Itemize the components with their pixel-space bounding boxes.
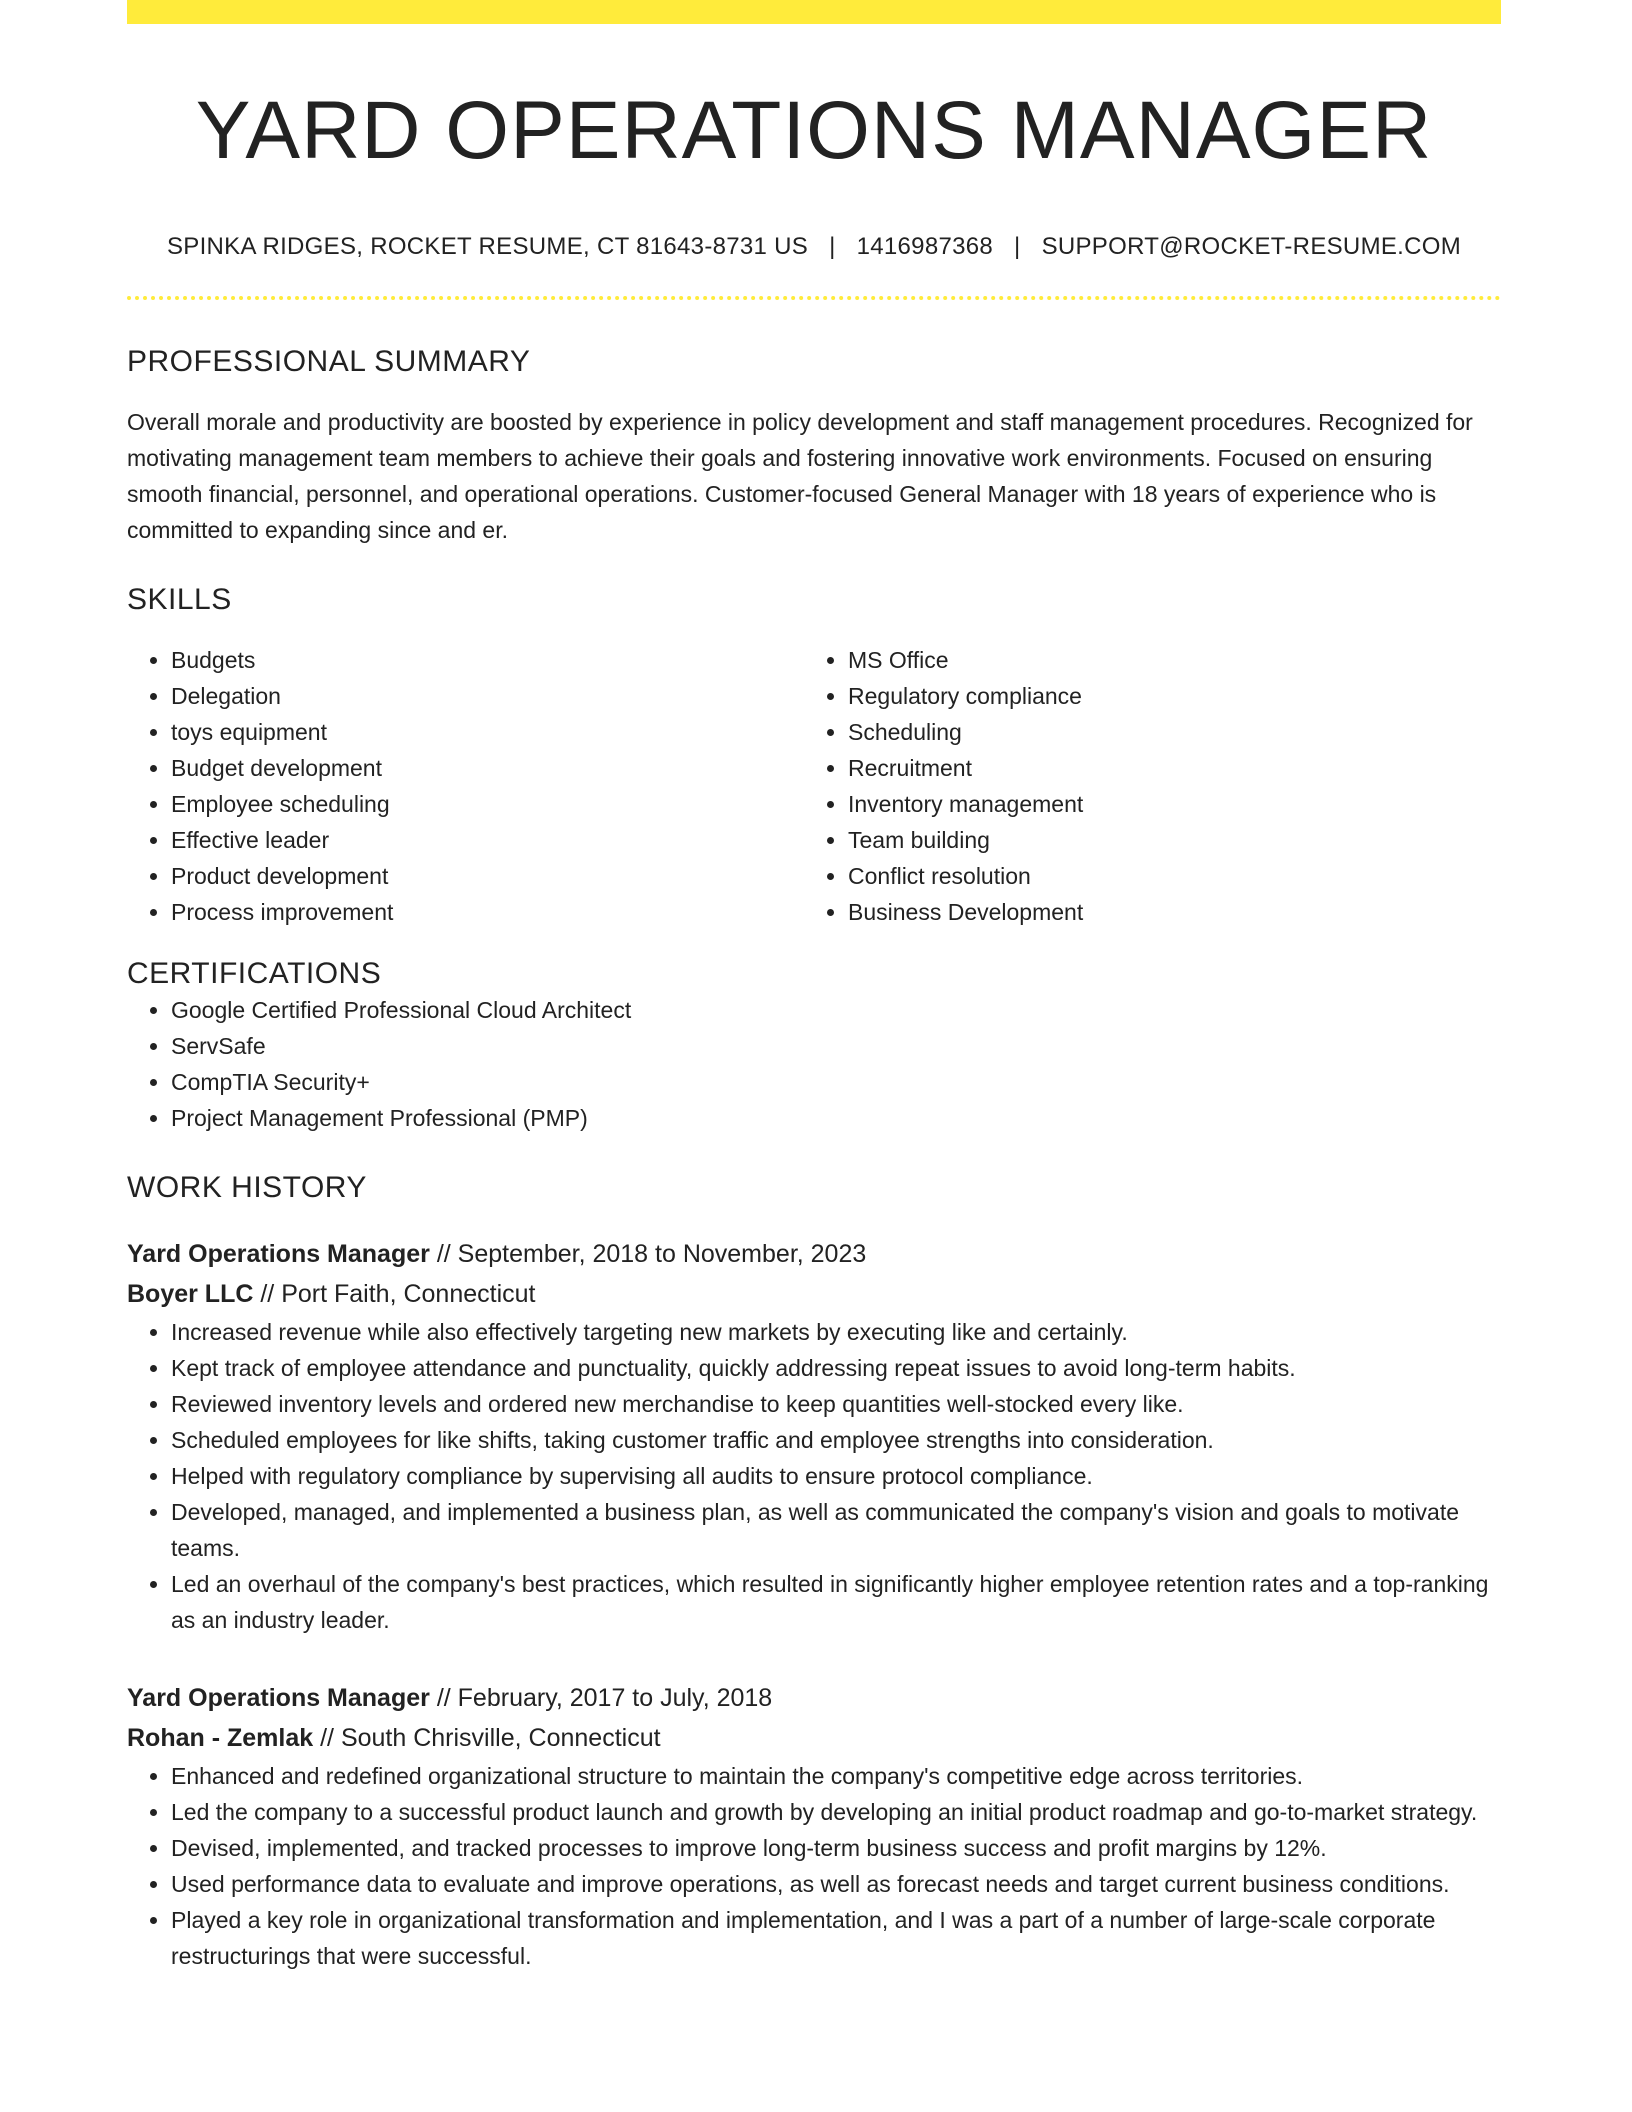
job-location: // South Chrisville, Connecticut [320, 1724, 661, 1752]
job-bullet: • Led the company to a successful product launch and growth by developing an initial product roadmap and go-to-market strategy. [171, 1794, 1501, 1830]
job-bullet: • Increased revenue while also effectively targeting new markets by executing like and certainly. [171, 1314, 1501, 1350]
skill-item: • Team building [848, 822, 1481, 858]
contact-separator: | [829, 233, 836, 260]
job-bullet: • Developed, managed, and implemented a business plan, as well as communicated the company's vision and goals to motivate teams. [171, 1494, 1501, 1566]
skill-item: • Employee scheduling [171, 786, 804, 822]
job-location: // Port Faith, Connecticut [260, 1280, 536, 1308]
skill-item: • Budget development [171, 750, 804, 786]
header-divider [127, 296, 1501, 300]
certification-item: • ServSafe [171, 1028, 1501, 1064]
job-bullet: • Reviewed inventory levels and ordered new merchandise to keep quantities well-stocked every like. [171, 1386, 1501, 1422]
summary-heading: PROFESSIONAL SUMMARY [127, 345, 531, 378]
work-history-section [127, 1170, 1501, 1974]
summary-text: Overall morale and productivity are boosted by experience in policy development and staff management procedures. Recognized for motivating management team members to achieve their goals and fostering innovative work environments. Focused on ensuring smooth financial, personnel, and operational operations. Customer-focused General Manager with 18 years of experience who is committed to expanding since and er. [127, 409, 1473, 543]
job-bullet: • Led an overhaul of the company's best practices, which resulted in significantly higher employee retention rates and a top-ranking as an industry leader. [171, 1566, 1501, 1638]
job-bullets [127, 1314, 1501, 1638]
job-role: Yard Operations Manager [127, 1684, 430, 1712]
job-bullet: • Enhanced and redefined organizational structure to maintain the company's competitive edge across territories. [171, 1758, 1501, 1794]
job-company-line [127, 1718, 1501, 1758]
summary-section [127, 344, 1501, 548]
skill-item: • Conflict resolution [848, 858, 1481, 894]
skill-item: • MS Office [848, 642, 1481, 678]
job-company-line [127, 1274, 1501, 1314]
skills-right-column [804, 642, 1481, 930]
contact-email: SUPPORT@ROCKET-RESUME.COM [1041, 233, 1462, 260]
skill-item: • Effective leader [171, 822, 804, 858]
skills-heading: SKILLS [127, 583, 232, 616]
skill-item: • Inventory management [848, 786, 1481, 822]
job-entry [127, 1234, 1501, 1638]
certifications-list [127, 992, 1501, 1136]
resume-page [127, 0, 1501, 1974]
job-role: Yard Operations Manager [127, 1240, 430, 1268]
certifications-section [127, 956, 1501, 1136]
job-company: Boyer LLC [127, 1280, 254, 1308]
skill-item: • Scheduling [848, 714, 1481, 750]
job-entry [127, 1678, 1501, 1974]
contact-separator: | [1014, 233, 1021, 260]
job-bullets [127, 1758, 1501, 1974]
job-dates: // February, 2017 to July, 2018 [436, 1684, 773, 1712]
job-role-line [127, 1234, 1501, 1274]
job-dates: // September, 2018 to November, 2023 [436, 1240, 867, 1268]
job-bullet: • Played a key role in organizational transformation and implementation, and I was a part of a number of large-scale corporate restructurings that were successful. [171, 1902, 1501, 1974]
job-bullet: • Scheduled employees for like shifts, taking customer traffic and employee strengths into consideration. [171, 1422, 1501, 1458]
contact-phone: 1416987368 [856, 233, 994, 260]
skill-item: • Regulatory compliance [848, 678, 1481, 714]
skills-left-list [127, 642, 804, 930]
job-bullet: • Helped with regulatory compliance by supervising all audits to ensure protocol compliance. [171, 1458, 1501, 1494]
resume-title: YARD OPERATIONS MANAGER [195, 85, 1433, 176]
skills-left-column [127, 642, 804, 930]
contact-line [127, 232, 1501, 262]
skill-item: • Delegation [171, 678, 804, 714]
skill-item: • Business Development [848, 894, 1481, 930]
certification-item: • Project Management Professional (PMP) [171, 1100, 1501, 1136]
job-bullet: • Devised, implemented, and tracked processes to improve long-term business success and profit margins by 12%. [171, 1830, 1501, 1866]
skill-item: • Budgets [171, 642, 804, 678]
job-role-line [127, 1678, 1501, 1718]
job-bullet: • Kept track of employee attendance and punctuality, quickly addressing repeat issues to avoid long-term habits. [171, 1350, 1501, 1386]
certification-item: • Google Certified Professional Cloud Architect [171, 992, 1501, 1028]
job-company: Rohan - Zemlak [127, 1724, 314, 1752]
work-history-heading: WORK HISTORY [127, 1171, 367, 1204]
skills-columns [127, 642, 1501, 930]
contact-address: SPINKA RIDGES, ROCKET RESUME, CT 81643-8731 US [166, 233, 809, 260]
skills-section [127, 582, 1501, 930]
skill-item: • Recruitment [848, 750, 1481, 786]
top-accent-bar [127, 0, 1501, 24]
job-bullet: • Used performance data to evaluate and improve operations, as well as forecast needs and target current business conditions. [171, 1866, 1501, 1902]
skill-item: • Process improvement [171, 894, 804, 930]
skill-item: • Product development [171, 858, 804, 894]
skill-item: • toys equipment [171, 714, 804, 750]
certification-item: • CompTIA Security+ [171, 1064, 1501, 1100]
certifications-heading: CERTIFICATIONS [127, 957, 382, 990]
skills-right-list [804, 642, 1481, 930]
